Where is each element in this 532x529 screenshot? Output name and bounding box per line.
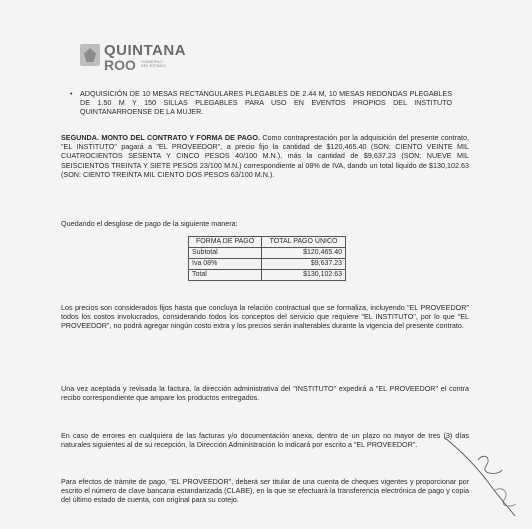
paragraph-tramite-pago: Para efectos de trámite de pago, "EL PROVEEDOR", deberá ser titular de una cuenta de cheques vigentes y proporcionar por escrito el número de clave bancaria estandarizada (CLABE), en la que se efectuará la transferencia electrónica de pago y copia del último estado de cuenta, con original para su cotejo. — [61, 477, 469, 505]
coat-of-arms-icon — [80, 44, 100, 66]
logo-tagline: GOBIERNO DEL ESTADO — [141, 59, 166, 68]
table-header-row — [189, 237, 346, 248]
row-amount: $9,637.23 — [262, 259, 346, 270]
payment-table — [188, 236, 346, 281]
header-forma-de-pago: FORMA DE PAGO — [189, 237, 262, 248]
table-row — [189, 248, 346, 259]
header-total-pago: TOTAL PAGO ÚNICO — [262, 237, 346, 248]
government-logo — [80, 42, 190, 72]
logo-word-roo: ROO — [104, 57, 136, 73]
bullet-mark: • — [70, 89, 73, 98]
clause-heading: SEGUNDA. MONTO DEL CONTRATO Y FORMA DE PAGO. — [61, 133, 260, 142]
paragraph-factura: Una vez aceptada y revisada la factura, la dirección administrativa del "INSTITUTO" expedirá a "EL PROVEEDOR" el contra recibo correspondiente que ampare los productos entregados. — [61, 384, 469, 403]
bullet-text: ADQUISICIÓN DE 10 MESAS RECTANGULARES PLEGABLES DE 2.44 M, 10 MESAS REDONDAS PLEGABLES DE 1.50 M Y 150 SILLAS PLEGABLES PARA USO EN EVENTOS PROPIOS DEL INSTITUTO QUINTANARROENSE DE LA MUJER. — [80, 89, 452, 117]
paragraph-errores: En caso de errores en cualquiera de las facturas y/o documentación anexa, dentro de un plazo no mayor de tres (3) días naturales siguientes al de su recepción, la Dirección Administración lo indicará por escrito a "EL PROVEEDOR". — [61, 431, 469, 450]
handwritten-signature — [440, 430, 520, 520]
table-row — [189, 270, 346, 281]
logo-word-quintana: QUINTANA — [104, 42, 187, 59]
row-label: Iva 08% — [189, 259, 262, 270]
bullet-item — [70, 89, 452, 117]
row-amount: $130,102.63 — [262, 270, 346, 281]
table-row — [189, 259, 346, 270]
row-label: Subtotal — [189, 248, 262, 259]
row-label: Total — [189, 270, 262, 281]
clause-body: Como contraprestación por la adquisición del presente contrato, "EL INSTITUTO" pagará a "EL PROVEEDOR", a precio fijo la cantidad de $120,465.40 (SON: CIENTO VEINTE MIL CUATROCIENTOS SESENTA Y CINCO PESOS 40/100 M.N.), más la cantidad de $9,637.23 (SON: NUEVE MIL SEISCIENTOS TREINTA Y SIETE PESOS 23/100 M.N.) correspondiente al 08% de IVA, dando un total líquido de $130,102.63 (SON: CIENTO TREINTA MIL CIENTO DOS PESOS 63/100 M.N.). — [61, 133, 469, 179]
row-amount: $120,465.40 — [262, 248, 346, 259]
payment-intro: Quedando el desglose de pago de la siguiente manera: — [61, 219, 238, 228]
clause-segunda — [61, 133, 469, 179]
paragraph-precios: Los precios son considerados fijos hasta que concluya la relación contractual que se formaliza, incluyendo "EL PROVEEDOR" todos los costos involucrados, considerando todos los conceptos del servicio que requiere "EL INSTITUTO", por lo que "EL PROVEEDOR", no podrá agregar ningún costo extra y los precios serán inalterables durante la vigencia del presente contrato. — [61, 303, 469, 331]
